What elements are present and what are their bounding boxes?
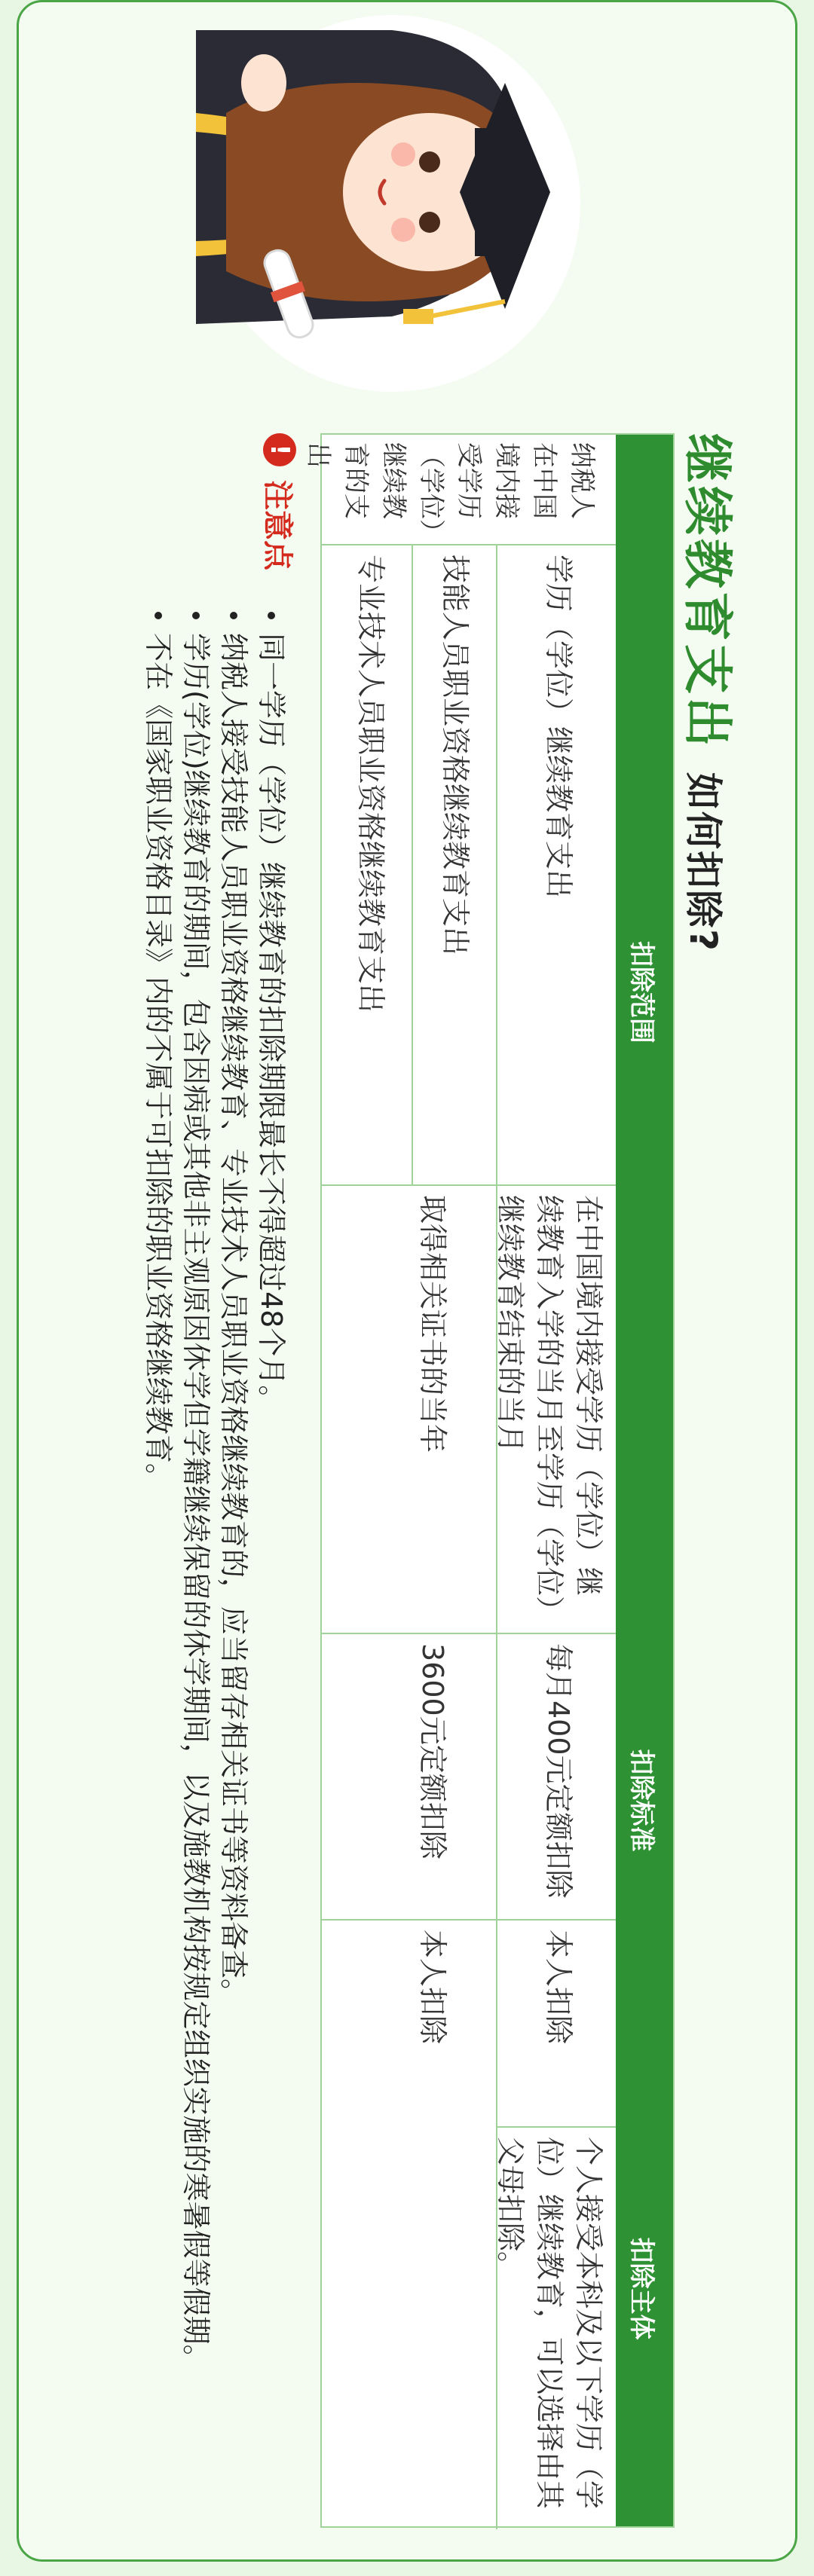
table-header: [616, 435, 673, 2526]
row1-who-alt: 个人接受本科及以下学历（学位）继续教育，可以选择由其父母扣除。: [494, 2137, 605, 2510]
deduction-table: [303, 433, 675, 2528]
category-cell: 纳税人在中国境内接受学历（学位）继续教育的支出: [303, 442, 597, 532]
warning-icon: !: [264, 433, 297, 466]
row2-scope-professional: 专业技术人员职业资格继续教育支出: [354, 555, 387, 1013]
row2-who: 本人扣除: [416, 1930, 449, 2045]
page-title: [676, 433, 748, 952]
header-scope: 扣除范围: [616, 435, 673, 1550]
row2-amount: 3600元定额扣除: [416, 1643, 449, 1859]
row1-scope: 学历（学位）继续教育支出: [542, 555, 575, 899]
row2-scope-skill: 技能人员职业资格继续教育支出: [439, 555, 472, 956]
row1-who: 本人扣除: [542, 1930, 575, 2045]
title-text: 继续教育支出: [678, 433, 736, 750]
subtitle-text: 如何扣除?: [681, 772, 725, 953]
row1-amount: 每月400元定额扣除: [542, 1643, 575, 1899]
row1-time: 在中国境内接受学历（学位）继续教育入学的当月至学历（学位）继续教育结束的当月: [494, 1195, 605, 1611]
header-standard: 扣除标准: [616, 1550, 673, 2051]
notice-item: 纳税人接受技能人员职业资格继续教育、专业技术人员职业资格继续教育的，应当留存相关证书等资料备查。: [215, 610, 252, 2539]
header-subject: 扣除主体: [616, 2051, 673, 2526]
notice-list: [139, 610, 290, 2539]
row2-time: 取得相关证书的当年: [416, 1195, 449, 1453]
graduate-illustration: [196, 0, 618, 392]
notice-item: 学历(学位)继续教育的期间，包含因病或其他非主观原因休学但学籍继续保留的休学期间，以及施教机构按规定组织实施的寒暑假等假期。: [177, 610, 215, 2539]
notice-item: 同一学历（学位）继续教育的扣除期限最长不得超过48个月。: [252, 610, 290, 2539]
notice-header: [259, 433, 301, 570]
notice-item: 不在《国家职业资格目录》内的不属于可扣除的职业资格继续教育。: [139, 610, 177, 2539]
notice-title: 注意点: [260, 480, 295, 570]
